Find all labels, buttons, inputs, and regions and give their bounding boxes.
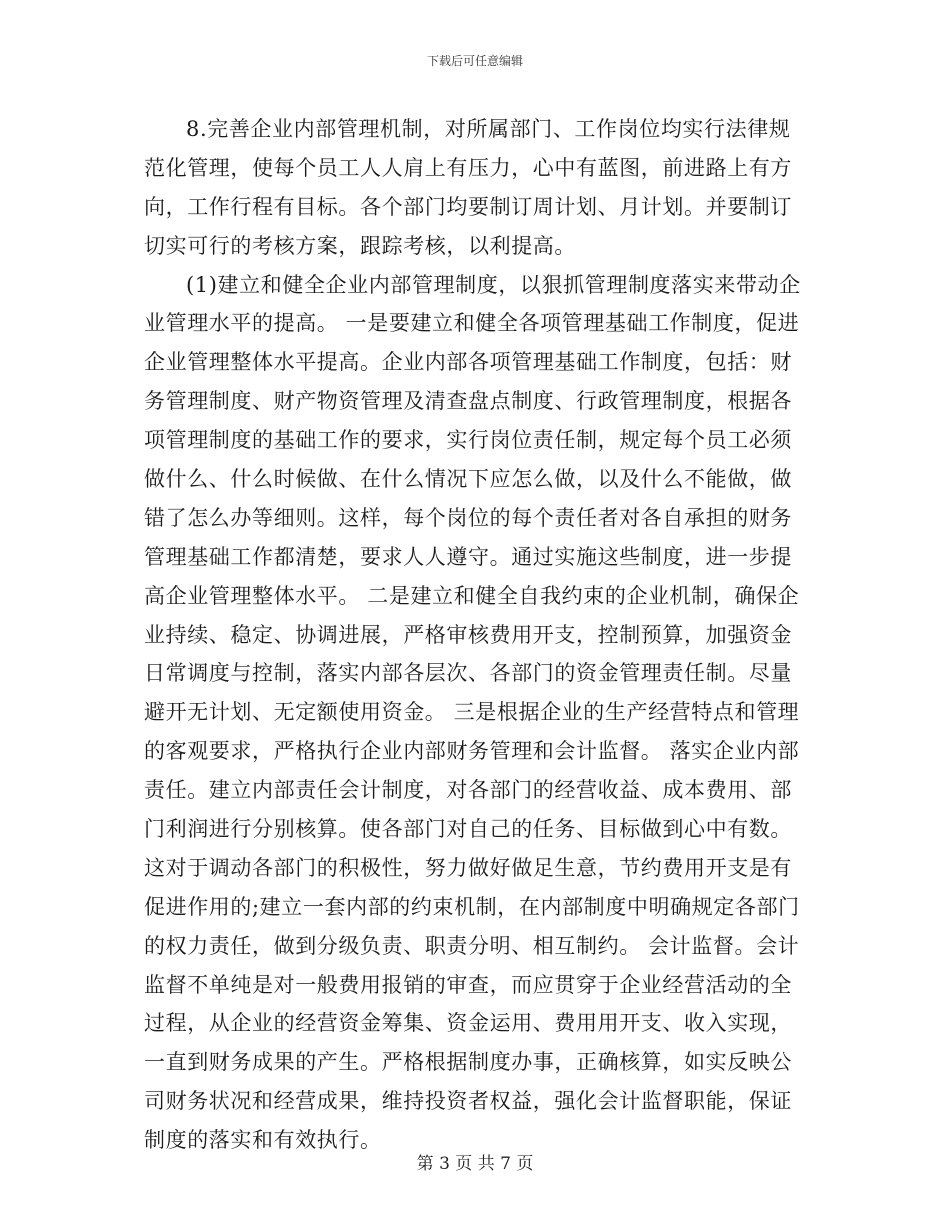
paragraph-line: 这对于调动各部门的积极性，努力做好做足生意，节约费用开支是有 bbox=[144, 855, 792, 880]
paragraph-line: 务管理制度、财产物资管理及清查盘点制度、行政管理制度，根据各 bbox=[144, 389, 792, 414]
paragraph-line: 业管理水平的提高。 一是要建立和健全各项管理基础工作制度，促进 bbox=[144, 311, 800, 336]
paragraph-line: 项管理制度的基础工作的要求，实行岗位责任制，规定每个员工必须 bbox=[144, 428, 792, 453]
page-header: 下载后可任意编辑 bbox=[426, 54, 523, 68]
paragraph-line: 制度的落实和有效执行。 bbox=[144, 1128, 382, 1153]
paragraph-line: (1)建立和健全企业内部管理制度，以狠抓管理制度落实来带动企 bbox=[186, 272, 801, 297]
paragraph-line: 促进作用的;建立一套内部的约束机制，在内部制度中明确规定各部门 bbox=[144, 894, 800, 919]
paragraph-line: 的权力责任，做到分级负责、职责分明、相互制约。 会计监督。会计 bbox=[144, 933, 800, 958]
paragraph-line: 监督不单纯是对一般费用报销的审查，而应贯穿于企业经营活动的全 bbox=[144, 972, 792, 997]
paragraph-line: 范化管理，使每个员工人人肩上有压力，心中有蓝图，前进路上有方 bbox=[144, 155, 792, 180]
paragraph-line: 高企业管理整体水平。 二是建立和健全自我约束的企业机制，确保企 bbox=[144, 583, 800, 608]
paragraph-line: 向，工作行程有目标。各个部门均要制订周计划、月计划。并要制订 bbox=[144, 194, 792, 219]
paragraph-line: 错了怎么办等细则。这样，每个岗位的每个责任者对各自承担的财务 bbox=[144, 505, 792, 530]
paragraph-line: 企业管理整体水平提高。企业内部各项管理基础工作制度，包括：财 bbox=[144, 350, 792, 375]
paragraph-line: 管理基础工作都清楚，要求人人遵守。通过实施这些制度，进一步提 bbox=[144, 544, 792, 569]
document-body bbox=[144, 110, 804, 1160]
paragraph-line: 的客观要求，严格执行企业内部财务管理和会计监督。 落实企业内部 bbox=[144, 739, 800, 764]
paragraph-line: 过程，从企业的经营资金筹集、资金运用、费用用开支、收入实现， bbox=[144, 1011, 792, 1036]
paragraph-line: 业持续、稳定、协调进展，严格审核费用开支，控制预算，加强资金 bbox=[144, 622, 792, 647]
paragraph-line: 一直到财务成果的产生。严格根据制度办事，正确核算，如实反映公 bbox=[144, 1050, 792, 1075]
paragraph-line: 责任。建立内部责任会计制度，对各部门的经营收益、成本费用、部 bbox=[144, 778, 792, 803]
paragraph-line: 避开无计划、无定额使用资金。 三是根据企业的生产经营特点和管理 bbox=[144, 700, 800, 725]
page-number: 第 3 页 共 7 页 bbox=[416, 1154, 534, 1174]
paragraph-line: 8.完善企业内部管理机制，对所属部门、工作岗位均实行法律规 bbox=[186, 117, 791, 141]
paragraph-line: 门利润进行分别核算。使各部门对自己的任务、目标做到心中有数。 bbox=[144, 817, 792, 842]
paragraph-line: 做什么、什么时候做、在什么情况下应怎么做，以及什么不能做，做 bbox=[144, 467, 792, 492]
paragraph-line: 司财务状况和经营成果，维持投资者权益，强化会计监督职能，保证 bbox=[144, 1089, 792, 1114]
paragraph-line: 日常调度与控制，落实内部各层次、各部门的资金管理责任制。尽量 bbox=[144, 661, 792, 686]
paragraph-line: 切实可行的考核方案，跟踪考核，以利提高。 bbox=[144, 233, 576, 258]
